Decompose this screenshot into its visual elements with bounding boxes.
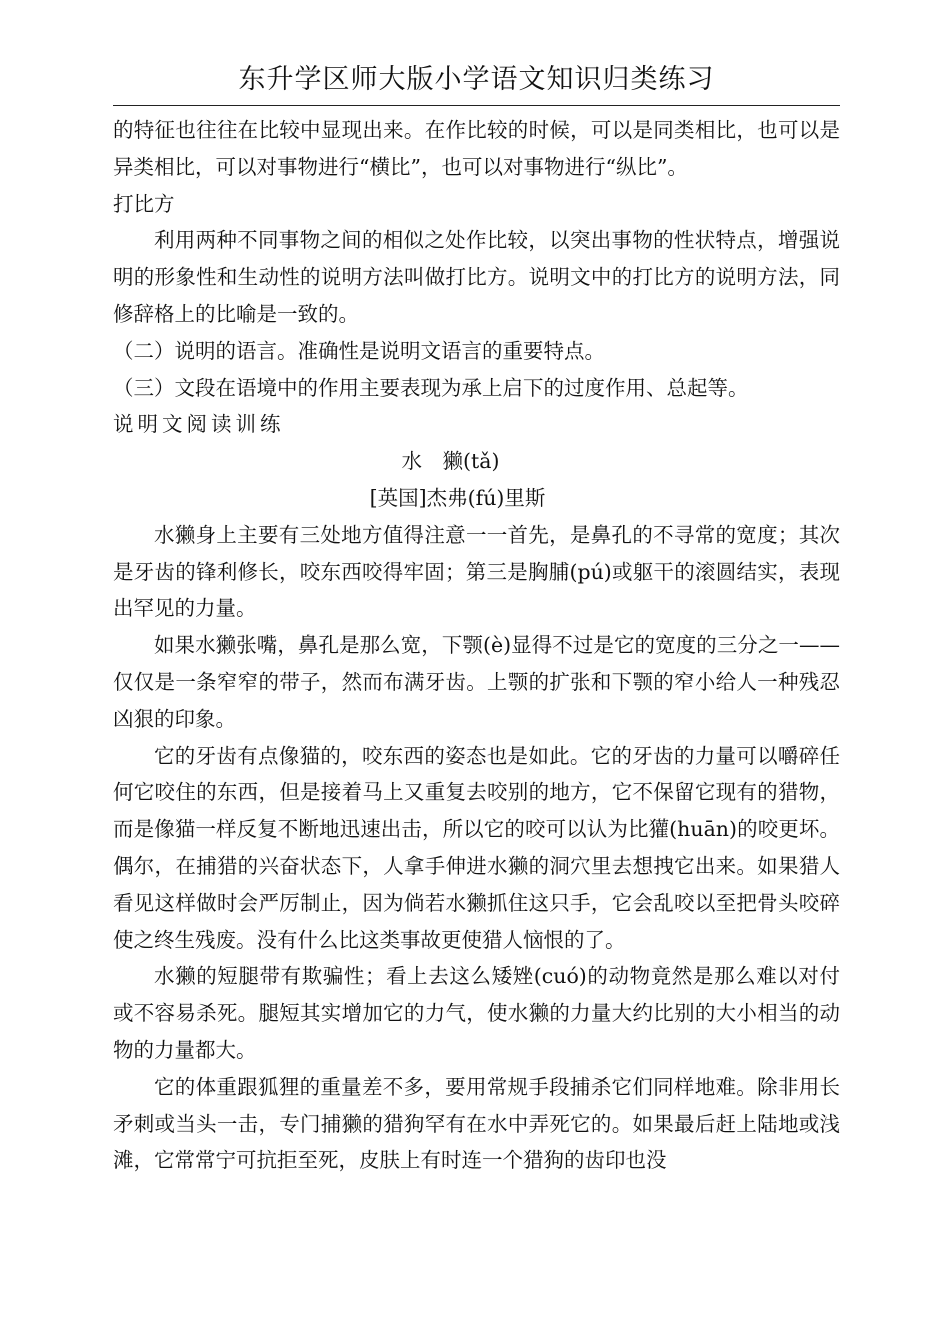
article-title: 水 獭(tǎ): [401, 449, 500, 474]
header-divider: [113, 105, 840, 106]
article-paragraph-1: 水獭身上主要有三处地方值得注意一一首先，是鼻孔的不寻常的宽度；其次是牙齿的锋利修长，咬东西咬得牢固；第三是胸脯(pú)或躯干的滚圆结实，表现出罕见的力量。: [113, 522, 840, 621]
article-author: [英国]杰弗(fú)里斯: [369, 485, 546, 510]
article-paragraph-2: 如果水獭张嘴，鼻孔是那么宽，下颚(è)显得不过是它的宽度的三分之一——仅仅是一条窄窄的带子，然而布满牙齿。上颚的扩张和下颚的窄小给人一种残忍凶狠的印象。: [113, 633, 840, 731]
document-body: [113, 112, 840, 1179]
analogy-paragraph: 利用两种不同事物之间的相似之处作比较，以突出事物的性状特点，增强说明的形象性和生动性的说明方法叫做打比方。说明文中的打比方的说明方法，同修辞格上的比喻是一致的。: [113, 228, 840, 326]
page-header-title: 东升学区师大版小学语文知识归类练习: [238, 64, 715, 95]
analogy-heading: 打比方: [113, 191, 175, 216]
context-role-point: （三）文段在语境中的作用主要表现为承上启下的过度作用、总起等。: [113, 375, 749, 400]
article-paragraph-4: 水獭的短腿带有欺骗性；看上去这么矮矬(cuó)的动物竟然是那么难以对付或不容易杀死。腿短其实增加它的力气，使水獭的力量大约比别的大小相当的动物的力量都大。: [113, 964, 840, 1062]
language-point: （二）说明的语言。准确性是说明文语言的重要特点。: [113, 338, 605, 363]
article-paragraph-5: 它的体重跟狐狸的重量差不多，要用常规手段捕杀它们同样地难。除非用长矛刺或当头一击，专门捕獭的猎狗罕有在水中弄死它的。如果最后赶上陆地或浅滩，它常常宁可抗拒至死，皮肤上有时连一个猎狗的齿印也没: [113, 1074, 840, 1173]
comparison-paragraph-end: 的特征也往往在比较中显现出来。在作比较的时候，可以是同类相比，也可以是异类相比，可以对事物进行“横比”，也可以对事物进行“纵比”。: [113, 118, 840, 179]
reading-training-heading: 说明文阅读训练: [113, 412, 285, 437]
article-paragraph-3: 它的牙齿有点像猫的，咬东西的姿态也是如此。它的牙齿的力量可以嚼碎任何它咬住的东西，但是接着马上又重复去咬别的地方，它不保留它现有的猎物，而是像猫一样反复不断地迅速出击，所以它的咬可以认为比獾(huān)的咬更坏。偶尔，在捕猎的兴奋状态下，人拿手伸进水獭的洞穴里去想拽它出来。如果猎人看见这样做时会严厉制止，因为倘若水獭抓住这只手，它会乱咬以至把骨头咬碎使之终生残废。没有什么比这类事故更使猎人恼恨的了。: [113, 743, 840, 952]
